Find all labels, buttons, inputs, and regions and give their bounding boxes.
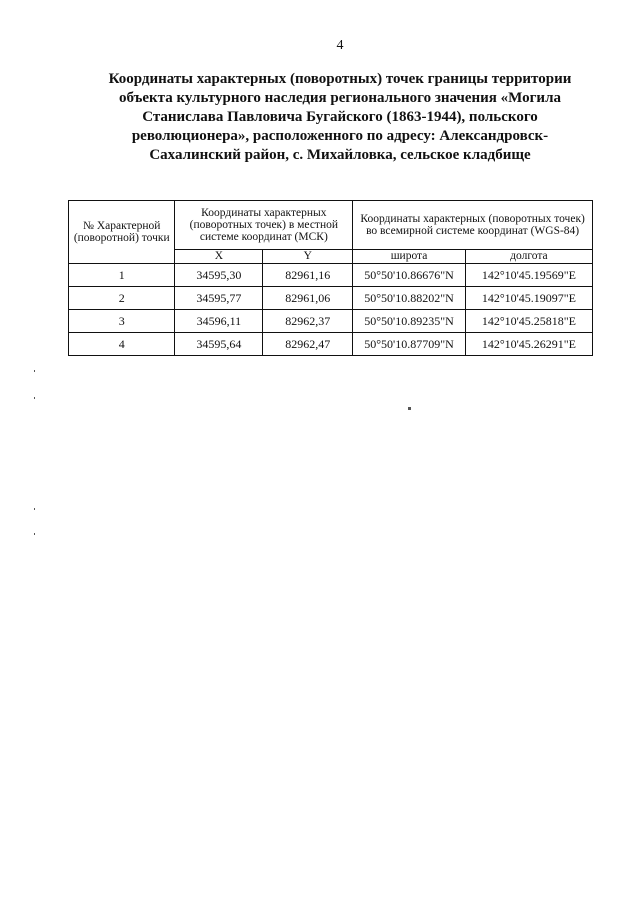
subheader-y: Y — [263, 250, 353, 264]
table-row — [69, 287, 593, 310]
cell-latitude: 50°50'10.89235"N — [353, 310, 466, 333]
header-point-number: № Характерной (поворотной) точки — [69, 201, 175, 264]
table-row — [69, 264, 593, 287]
table-row — [69, 333, 593, 356]
title-line: Станислава Павловича Бугайского (1863-1944), польского — [142, 109, 538, 125]
scan-speck — [408, 407, 411, 410]
subheader-x: X — [175, 250, 263, 264]
scan-speck — [34, 508, 35, 510]
cell-point: 1 — [69, 264, 175, 287]
page-number: 4 — [336, 38, 344, 53]
cell-longitude: 142°10'45.19097"E — [465, 287, 592, 310]
cell-latitude: 50°50'10.88202"N — [353, 287, 466, 310]
scan-speck — [34, 397, 35, 399]
cell-y: 82961,06 — [263, 287, 353, 310]
cell-x: 34595,64 — [175, 333, 263, 356]
scan-speck — [34, 370, 35, 372]
table-row — [69, 310, 593, 333]
header-msk-coordinates: Координаты характерных (поворотных точек) в местной системе координат (МСК) — [175, 201, 353, 250]
cell-point: 3 — [69, 310, 175, 333]
cell-point: 2 — [69, 287, 175, 310]
title-line: Сахалинский район, с. Михайловка, сельское кладбище — [149, 147, 531, 163]
title-line: Координаты характерных (поворотных) точек границы территории — [108, 71, 572, 87]
title-line: революционера», расположенного по адресу: Александровск- — [131, 128, 549, 144]
header-wgs-coordinates: Координаты характерных (поворотных точек) во всемирной системе координат (WGS-84) — [353, 201, 593, 250]
cell-latitude: 50°50'10.86676"N — [353, 264, 466, 287]
subheader-latitude: широта — [353, 250, 466, 264]
coordinates-table — [68, 200, 593, 356]
cell-x: 34595,77 — [175, 287, 263, 310]
cell-latitude: 50°50'10.87709"N — [353, 333, 466, 356]
cell-longitude: 142°10'45.26291"E — [465, 333, 592, 356]
cell-y: 82961,16 — [263, 264, 353, 287]
cell-point: 4 — [69, 333, 175, 356]
cell-x: 34596,11 — [175, 310, 263, 333]
document-title — [90, 70, 590, 165]
cell-y: 82962,37 — [263, 310, 353, 333]
subheader-longitude: долгота — [465, 250, 592, 264]
cell-y: 82962,47 — [263, 333, 353, 356]
cell-longitude: 142°10'45.19569"E — [465, 264, 592, 287]
cell-x: 34595,30 — [175, 264, 263, 287]
cell-longitude: 142°10'45.25818"E — [465, 310, 592, 333]
table-header-row — [69, 201, 593, 250]
title-line: объекта культурного наследия регионального значения «Могила — [119, 90, 561, 106]
scan-speck — [34, 533, 35, 535]
